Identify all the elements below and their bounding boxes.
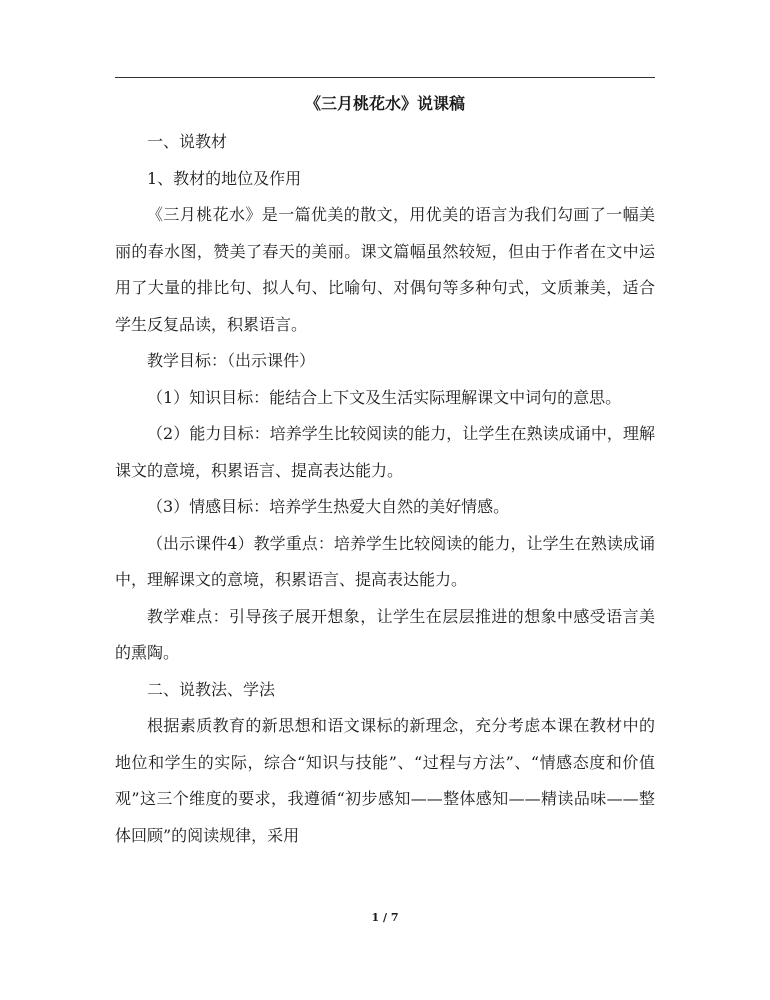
paragraph: （1）知识目标：能结合上下文及生活实际理解课文中词句的意思。 — [147, 387, 622, 407]
paragraph-section-2-heading: 二、说教法、学法 — [147, 679, 276, 699]
paragraph: （出示课件4）教学重点：培养学生比较阅读的能力，让学生在熟读成诵中，理解课文的意境，积累语言、提高表达能力。 — [115, 533, 655, 589]
document-body — [115, 124, 655, 854]
page-number: 1 / 7 — [371, 911, 399, 924]
paragraph: 《三月桃花水》是一篇优美的散文，用优美的语言为我们勾画了一幅美丽的春水图，赞美了春天的美丽。课文篇幅虽然较短，但由于作者在文中运用了大量的排比句、拟人句、比喻句、对偶句等多种句式，文质兼美，适合学生反复品读，积累语言。 — [115, 205, 655, 334]
header-rule — [115, 77, 655, 78]
paragraph: 根据素质教育的新思想和语文课标的新理念，充分考虑本课在教材中的地位和学生的实际，综合“知识与技能”、“过程与方法”、“情感态度和价值观”这三个维度的要求，我遵循“初步感知——整体感知——精读品味——整体回顾”的阅读规律，采用 — [115, 716, 655, 845]
paragraph: （2）能力目标：培养学生比较阅读的能力，让学生在熟读成诵中，理解课文的意境，积累语言、提高表达能力。 — [115, 424, 655, 480]
paragraph-section-1-heading: 一、说教材 — [147, 132, 228, 151]
paragraph: 教学难点：引导孩子展开想象，让学生在层层推进的想象中感受语言美的熏陶。 — [115, 606, 655, 662]
document-title: 《三月桃花水》说课稿 — [304, 94, 465, 113]
paragraph: （3）情感目标：培养学生热爱大自然的美好情感。 — [147, 497, 510, 516]
paragraph-objectives-heading: 教学目标：（出示课件） — [147, 351, 316, 370]
paragraph-subheading: 1、教材的地位及作用 — [147, 168, 302, 188]
